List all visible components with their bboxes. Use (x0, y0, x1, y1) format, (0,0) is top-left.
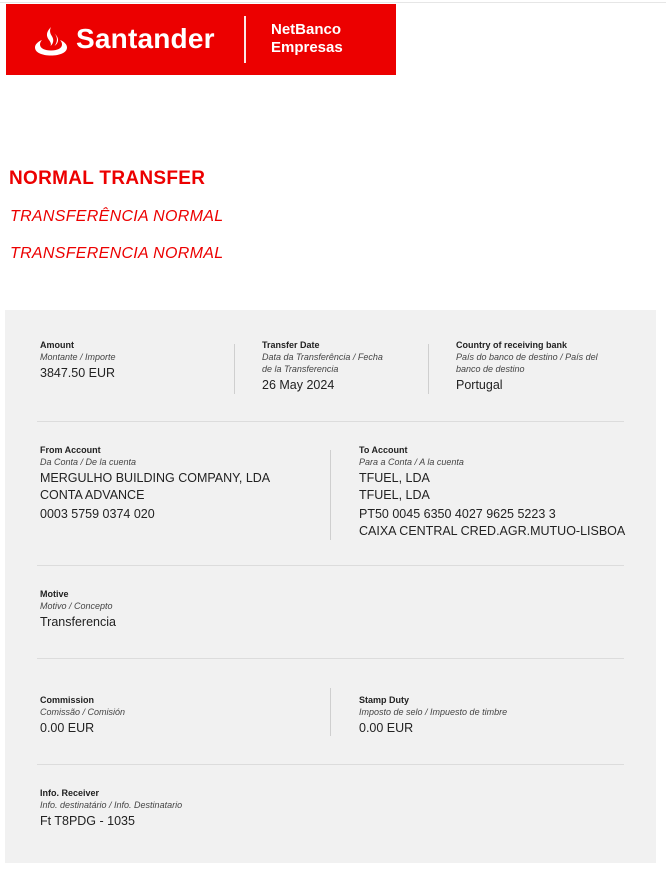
row-separator (37, 565, 624, 566)
brand-name: Santander (76, 23, 215, 54)
motive-label: Motive (40, 589, 69, 599)
amount-field (40, 339, 230, 382)
to-account-sublabel: Para a Conta / A la cuenta (359, 457, 464, 467)
column-divider (428, 344, 429, 394)
row-separator (37, 658, 624, 659)
from-account-field (40, 444, 325, 523)
amount-value: 3847.50 EUR (40, 366, 116, 380)
title-spanish: TRANSFERENCIA NORMAL (10, 245, 224, 262)
from-account-holder: MERGULHO BUILDING COMPANY, LDA (40, 471, 271, 485)
stamp-duty-sublabel: Imposto de selo / Impuesto de timbre (359, 707, 508, 717)
to-account-holder: TFUEL, LDA (359, 471, 430, 485)
column-divider (330, 688, 331, 736)
title-portuguese: TRANSFERÊNCIA NORMAL (10, 208, 224, 225)
info-receiver-label: Info. Receiver (40, 788, 100, 798)
stamp-duty-field (359, 694, 644, 737)
country-field (456, 339, 631, 394)
transfer-details-panel (5, 310, 656, 863)
product-name-line1: NetBanco (271, 21, 342, 38)
product-name (271, 21, 343, 57)
stamp-duty-label: Stamp Duty (359, 695, 410, 705)
transfer-date-value: 26 May 2024 (262, 378, 335, 392)
transfer-date-field (262, 339, 422, 394)
country-value: Portugal (456, 378, 503, 392)
column-divider (330, 450, 331, 540)
commission-sublabel: Comissão / Comisión (40, 707, 126, 717)
info-receiver-value: Ft T8PDG - 1035 (40, 814, 135, 828)
row-separator (37, 764, 624, 765)
commission-field (40, 694, 325, 737)
to-account-bank: CAIXA CENTRAL CRED.AGR.MUTUO-LISBOA (359, 524, 626, 538)
country-sublabel-2: banco de destino (456, 364, 525, 374)
commission-label: Commission (40, 695, 95, 705)
stamp-duty-value: 0.00 EUR (359, 721, 414, 735)
amount-sublabel: Montante / Importe (40, 352, 116, 362)
banner-divider (244, 16, 246, 63)
header-banner (6, 4, 396, 75)
motive-value: Transferencia (40, 615, 116, 629)
to-account-field (359, 444, 644, 540)
motive-field (40, 588, 340, 631)
from-account-label: From Account (40, 445, 101, 455)
transfer-date-label: Transfer Date (262, 340, 320, 350)
top-border (0, 2, 666, 3)
column-divider (234, 344, 235, 394)
title-english: NORMAL TRANSFER (9, 168, 206, 189)
flame-icon (34, 26, 68, 56)
info-receiver-sublabel: Info. destinatário / Info. Destinatario (40, 800, 183, 810)
to-account-label: To Account (359, 445, 408, 455)
transfer-date-sublabel-2: de la Transferencia (262, 364, 339, 374)
to-account-name: TFUEL, LDA (359, 488, 430, 502)
country-label: Country of receiving bank (456, 340, 568, 350)
amount-label: Amount (40, 340, 74, 350)
country-sublabel-1: País do banco de destino / País del (456, 352, 598, 362)
to-account-iban: PT50 0045 6350 4027 9625 5223 3 (359, 507, 556, 521)
from-account-type: CONTA ADVANCE (40, 488, 145, 502)
from-account-number: 0003 5759 0374 020 (40, 507, 155, 521)
product-name-line2: Empresas (271, 39, 343, 56)
transfer-date-sublabel-1: Data da Transferência / Fecha (262, 352, 383, 362)
info-receiver-field (40, 787, 340, 830)
from-account-sublabel: Da Conta / De la cuenta (40, 457, 137, 467)
motive-sublabel: Motivo / Concepto (40, 601, 113, 611)
row-separator (37, 421, 624, 422)
commission-value: 0.00 EUR (40, 721, 95, 735)
